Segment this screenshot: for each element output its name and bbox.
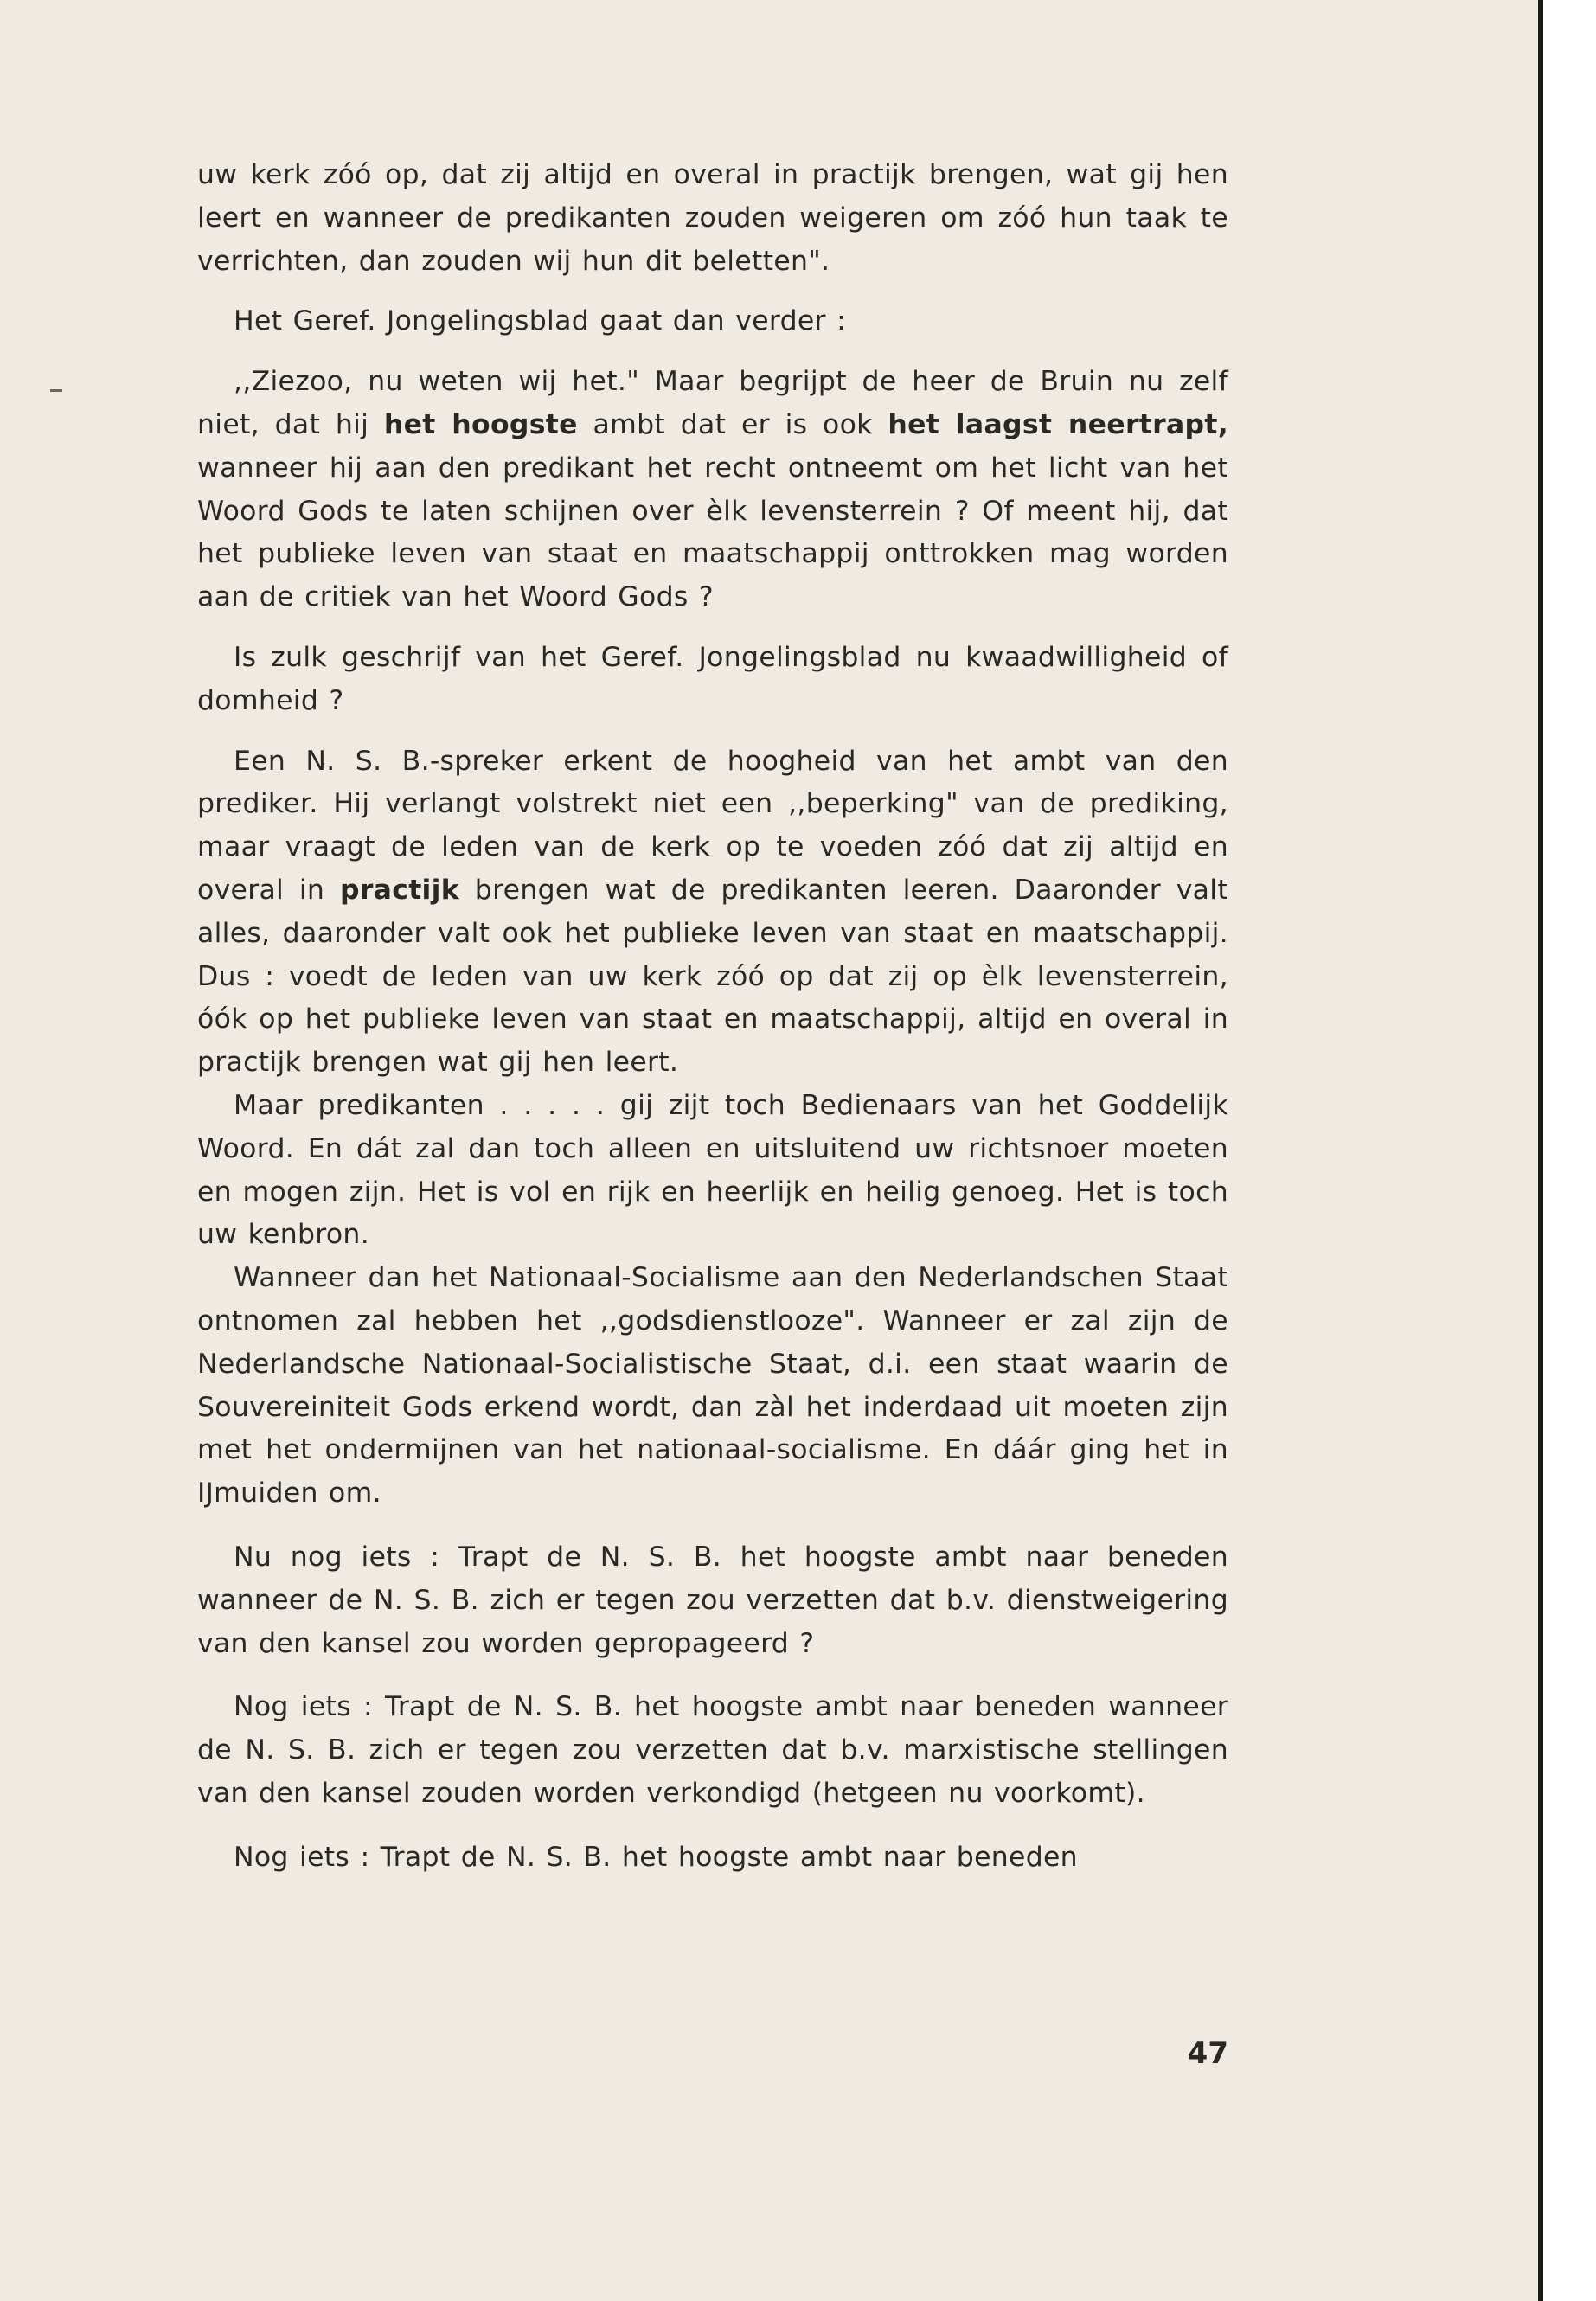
margin-mark: [50, 389, 62, 392]
paragraph-3-bold-b: het laagst neertrapt,: [888, 408, 1228, 440]
paragraph-9: Nog iets : Trapt de N. S. B. het hoogste ambt naar beneden wanneer de N. S. B. zich er tegen zou verzetten dat b.v. marxistische stellingen van den kansel zouden worden verkondigd (hetgeen nu voorkomt).: [197, 1691, 1228, 1809]
paragraph-5-text-a: Een N. S. B.-spreker erkent de hoogheid van het ambt van den prediker. Hij verlangt volstrekt niet een ,,beperking" van de prediking, maar vraagt de leden van de kerk op te voeden zóó dat zij altijd en overal in: [197, 745, 1228, 906]
paragraph-2: Het Geref. Jongelingsblad gaat dan verder :: [234, 305, 847, 337]
paragraph-3-text-b: ambt dat er is ook: [577, 408, 888, 440]
page-number: 47: [1187, 2036, 1228, 2071]
paragraph-5-text-b: brengen wat de predikanten leeren. Daaronder valt alles, daaronder valt ook het publieke leven van staat en maatschappij. Dus : voedt de leden van uw kerk zóó op dat zij op èlk levensterrein, óók op het publieke leven van staat en maatschappij, altijd en overal in practijk brengen wat gij hen leert.: [197, 874, 1228, 1079]
paragraph-3-bold-a: het hoogste: [383, 408, 578, 440]
paragraph-3: [197, 361, 1228, 619]
paragraph-6: Maar predikanten . . . . . gij zijt toch Bedienaars van het Goddelijk Woord. En dát zal dan toch alleen en uitsluitend uw richtsnoer moeten en mogen zijn. Het is vol en rijk en heerlijk en heilig genoeg. Het is toch uw kenbron.: [197, 1089, 1228, 1251]
paragraph-5: [197, 740, 1228, 1085]
paragraph-8: Nu nog iets : Trapt de N. S. B. het hoogste ambt naar beneden wanneer de N. S. B. zich er tegen zou verzetten dat b.v. dienstweigering van den kansel zou worden gepropageerd ?: [197, 1541, 1228, 1659]
paragraph-1: uw kerk zóó op, dat zij altijd en overal in practijk brengen, wat gij hen leert en wanneer de predikanten zouden weigeren om zóó hun taak te verrichten, dan zouden wij hun dit beletten".: [197, 159, 1228, 277]
paragraph-10: Nog iets : Trapt de N. S. B. het hoogste ambt naar beneden: [234, 1841, 1078, 1873]
page-body: [197, 154, 1228, 1879]
paragraph-3-text-c: wanneer hij aan den predikant het recht ontneemt om het licht van het Woord Gods te laten schijnen over èlk levensterrein ? Of meent hij, dat het publieke leven van staat en maatschappij onttrokken mag worden aan de critiek van het Woord Gods ?: [197, 452, 1228, 613]
paragraph-7: Wanneer dan het Nationaal-Socialisme aan den Nederlandschen Staat ontnomen zal hebben het ,,godsdienstlooze". Wanneer er zal zijn de Nederlandsche Nationaal-Socialistische Staat, d.i. een staat waarin de Souvereiniteit Gods erkend wordt, dan zàl het inderdaad uit moeten zijn met het ondermijnen van het nationaal-socialisme. En dáár ging het in IJmuiden om.: [197, 1262, 1228, 1509]
page-edge: [1538, 0, 1543, 2301]
paragraph-3-text-a: ,,Ziezoo, nu weten wij het." Maar begrijpt de heer de Bruin nu zelf niet, dat hij: [197, 366, 1228, 440]
paragraph-4: Is zulk geschrijf van het Geref. Jongelingsblad nu kwaadwilligheid of domheid ?: [197, 641, 1228, 716]
paragraph-5-bold: practijk: [339, 874, 459, 906]
